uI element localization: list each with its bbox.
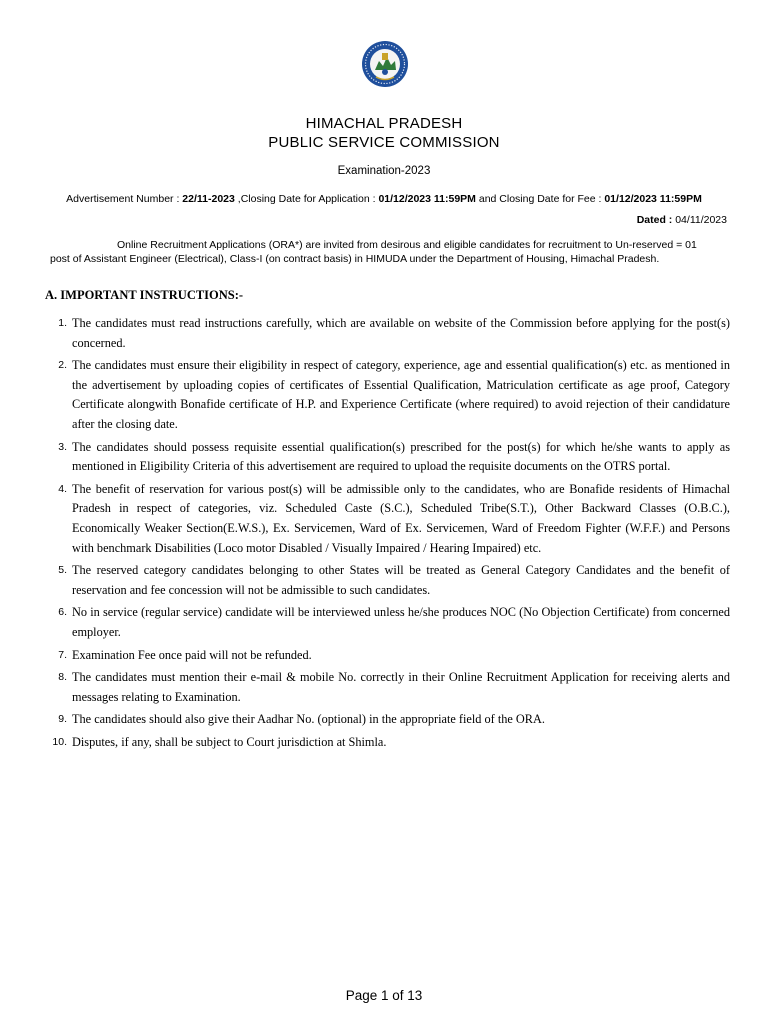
instruction-number: 4. xyxy=(58,482,67,495)
examination-title: Examination-2023 xyxy=(337,165,431,177)
instruction-text: Examination Fee once paid will not be refunded. xyxy=(72,647,312,662)
instruction-number: 7. xyxy=(58,648,67,661)
instruction-item xyxy=(45,646,730,666)
intro-line-1: Online Recruitment Applications (ORA*) are invited from desirous and eligible candidates for recruitment to Un-reserved = 01 xyxy=(117,239,697,251)
dated-value: 04/11/2023 xyxy=(675,214,727,226)
commission-name: PUBLIC SERVICE COMMISSION xyxy=(268,134,500,151)
page-number: Page 1 of 13 xyxy=(345,988,423,1003)
advert-number: 22/11-2023 xyxy=(182,193,235,205)
advertisement-details xyxy=(0,193,768,205)
instruction-item xyxy=(45,710,730,730)
instruction-text: The candidates should possess requisite essential qualification(s) prescribed for the post(s) for which he/she wants to apply as mentioned in Eligibility Criteria of this advertisement are required to upload the requisite documents on the OTRS portal. xyxy=(72,439,730,474)
instruction-text: The reserved category candidates belonging to other States will be treated as General Category Candidates and the benefit of reservation and fee concession will not be admissible to such candidates. xyxy=(72,563,730,597)
instruction-item xyxy=(45,561,730,600)
dated-label: Dated : xyxy=(636,214,676,226)
instruction-text: No in service (regular service) candidate will be interviewed unless he/she produces NOC (No Objection Certificate) from concerned employer. xyxy=(72,605,730,639)
instruction-item xyxy=(45,668,730,707)
instruction-item xyxy=(45,438,730,477)
instruction-item xyxy=(45,356,730,434)
instruction-item xyxy=(45,314,730,353)
instruction-text: The candidates must ensure their eligibility in respect of category, experience, age and essential qualification(s) etc. as mentioned in the advertisement by uploading copies of certificates of Essential Qualification, Matriculation certificate as age proof, Category Certificate alongwith Bonafide certificate of H.P. and Experience Certificate (where required) to avoid rejection of their candidature after the closing date. xyxy=(72,358,730,431)
instruction-number: 8. xyxy=(58,671,67,684)
instruction-text: The candidates must mention their e-mail & mobile No. correctly in their Online Recruitment Application for receiving alerts and messages relating to Examination. xyxy=(72,670,730,704)
advert-number-label: Advertisement Number : xyxy=(66,193,183,205)
instruction-item xyxy=(45,603,730,642)
instruction-text: The candidates must read instructions carefully, which are available on website of the Commission before applying for the post(s) concerned. xyxy=(72,316,730,350)
intro-paragraph xyxy=(50,238,730,266)
instructions-list xyxy=(45,314,730,755)
instruction-item xyxy=(45,733,730,753)
instruction-number: 5. xyxy=(58,564,67,577)
closing-fee-date: 01/12/2023 11:59PM xyxy=(604,193,702,205)
instruction-text: Disputes, if any, shall be subject to Court jurisdiction at Shimla. xyxy=(72,734,387,749)
instruction-text: The benefit of reservation for various post(s) will be admissible only to the candidates, who are Bonafide residents of Himachal Pradesh in respect of categories, viz. Scheduled Caste (S.C.), Scheduled Tribe(S.T.), Other Backward Classes (O.B.C.), Economically Weaker Section(E.W.S.), Ex. Servicemen, Ward of Ex. Servicemen, Ward of Freedom Fighter (W.F.F.) and Persons with benchmark Disabilities (Loco motor Disabled / Visually Impaired / Hearing Impaired) etc. xyxy=(72,481,730,555)
instruction-text: The candidates should also give their Aadhar No. (optional) in the appropriate field of the ORA. xyxy=(72,712,545,727)
closing-application-date: 01/12/2023 11:59PM xyxy=(378,193,476,205)
instruction-item xyxy=(45,480,730,558)
intro-line-2: post of Assistant Engineer (Electrical), Class-I (on contract basis) in HIMUDA under the Department of Housing, Himachal Pradesh. xyxy=(50,253,660,265)
instruction-number: 1. xyxy=(58,317,67,329)
commission-seal-logo xyxy=(361,39,409,89)
dated-line xyxy=(637,214,727,226)
commission-state-name: HIMACHAL PRADESH xyxy=(305,115,463,132)
closing-application-label: ,Closing Date for Application : xyxy=(234,193,379,205)
instruction-number: 2. xyxy=(58,359,67,372)
section-heading: A. IMPORTANT INSTRUCTIONS:- xyxy=(45,288,244,302)
instruction-number: 9. xyxy=(58,713,67,726)
instruction-number: 6. xyxy=(58,606,67,619)
instruction-number: 10. xyxy=(52,735,67,748)
closing-fee-label: and Closing Date for Fee : xyxy=(475,193,605,205)
instruction-number: 3. xyxy=(58,440,67,453)
